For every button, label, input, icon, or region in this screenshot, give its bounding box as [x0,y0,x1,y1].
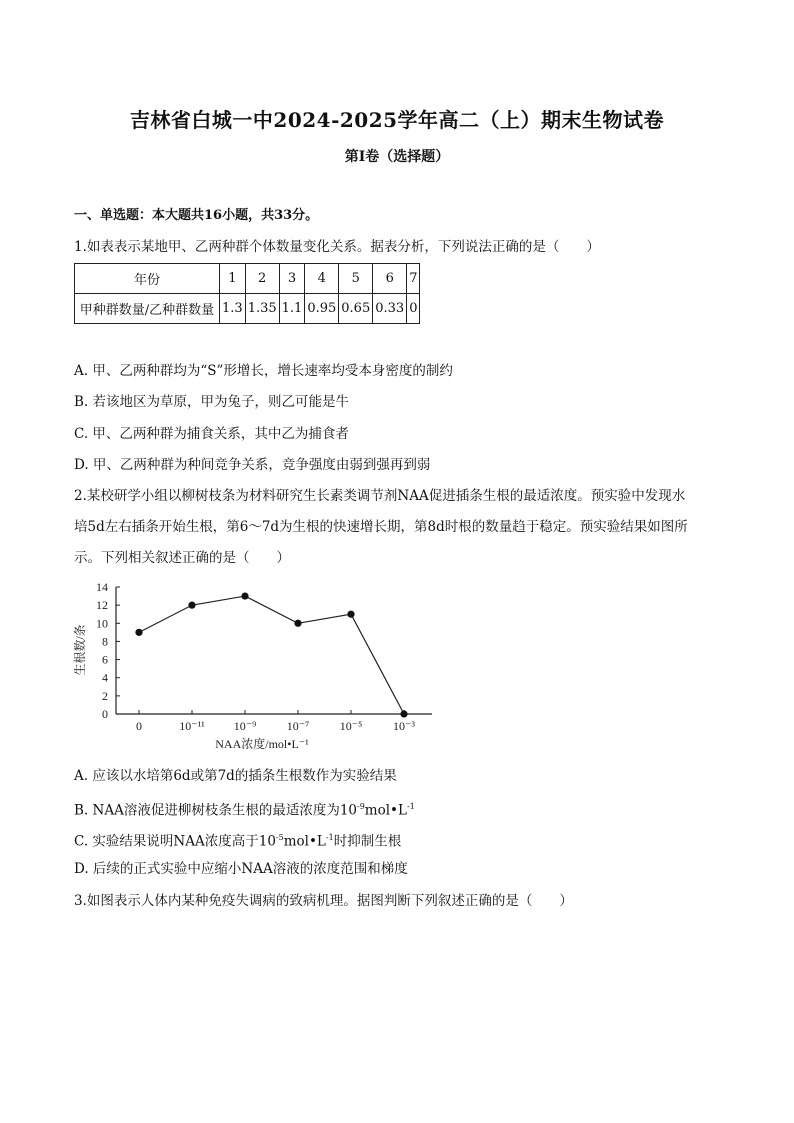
data-point [294,620,301,627]
question-2-stem-line: 培5d左右插条开始生根，第6～7d为生根的快速增长期，第8d时根的数量趋于稳定。预实验结果如图所 [74,519,688,535]
question-2-stem-line: 示。下列相关叙述正确的是（ ） [74,550,290,566]
chart-y-axis-label: 生根数/条 [73,624,87,676]
y-tick-label: 2 [102,688,108,703]
question-1-option-c: C. 甲、乙两种群为捕食关系，其中乙为捕食者 [74,426,349,442]
table-cell: 4 [305,264,339,294]
chart-axes [116,587,432,714]
question-1-stem: 1.如表表示某地甲、乙两种群个体数量变化关系。据表分析，下列说法正确的是（ ） [74,239,600,255]
table-cell: 1 [220,264,246,294]
y-tick-label: 14 [96,580,108,594]
y-tick-label: 10 [96,616,108,631]
naa-rooting-chart [72,574,442,754]
question-1-option-d: D. 甲、乙两种群为种间竞争关系，竞争强度由弱到强再到弱 [74,457,431,473]
page-subtitle: 第I卷（选择题） [344,149,450,165]
population-ratio-table [74,263,420,324]
x-tick-label: 0 [136,719,142,733]
x-tick-label: 10⁻⁵ [339,719,363,733]
table-header-ratio: 甲种群数量/乙种群数量 [75,294,220,324]
data-point [188,602,195,609]
question-1-option-b: B. 若该地区为草原，甲为兔子，则乙可能是牛 [74,394,350,410]
data-point [135,629,142,636]
y-tick-label: 4 [102,670,108,685]
table-cell: 0.33 [373,294,407,324]
question-2-stem-line: 2.某校研学小组以柳树枝条为材料研究生长素类调节剂NAA促进插条生根的最适浓度。预实验中发现水 [74,488,686,504]
question-2-option-c: C. 实验结果说明NAA浓度高于$10^{-5}mol•L^{-1}$时抑制生根 [74,833,402,850]
question-2-option-a: A. 应该以水培第6d或第7d的插条生根数作为实验结果 [74,768,397,784]
table-cell: 0.95 [305,294,339,324]
table-row [75,264,420,294]
data-point [400,710,407,717]
series-line [139,596,404,714]
table-header-year: 年份 [75,264,220,294]
question-2-option-b: B. NAA溶液促进柳树枝条生根的最适浓度为$10^{-9}mol•L^{-1}$ [74,802,415,819]
y-tick-label: 6 [102,652,108,667]
question-2-option-d: D. 后续的正式实验中应缩小NAA溶液的浓度范围和梯度 [74,861,408,877]
table-cell: 0.65 [339,294,373,324]
x-tick-label: 10⁻⁹ [233,719,257,733]
data-point [347,611,354,618]
x-tick-label: 10⁻³ [393,719,415,733]
table-cell: 7 [407,264,420,294]
y-tick-label: 12 [96,598,108,613]
chart-x-axis-label: NAA浓度/mol•L⁻¹ [215,737,309,751]
table-cell: 3 [279,264,305,294]
table-cell: 1.35 [245,294,279,324]
x-tick-label: 10⁻¹¹ [179,719,205,733]
table-cell: 1.1 [279,294,305,324]
table-cell: 0 [407,294,420,324]
table-cell: 5 [339,264,373,294]
table-cell: 6 [373,264,407,294]
data-point [241,592,248,599]
page-title: 吉林省白城一中2024-2025学年高二（上）期末生物试卷 [129,108,665,132]
table-row [75,294,420,324]
table-cell: 1.3 [220,294,246,324]
y-tick-label: 8 [102,634,108,649]
question-1-option-a: A. 甲、乙两种群均为“S”形增长，增长速率均受本身密度的制约 [74,363,453,379]
y-tick-label: 0 [102,707,108,721]
chart-series [135,592,407,717]
x-tick-label: 10⁻⁷ [286,719,310,733]
question-3-stem: 3.如图表示人体内某种免疫失调病的致病机理。据图判断下列叙述正确的是（ ） [74,893,573,909]
table-cell: 2 [245,264,279,294]
section-heading: 一、单选题：本大题共16小题，共33分。 [74,208,319,223]
